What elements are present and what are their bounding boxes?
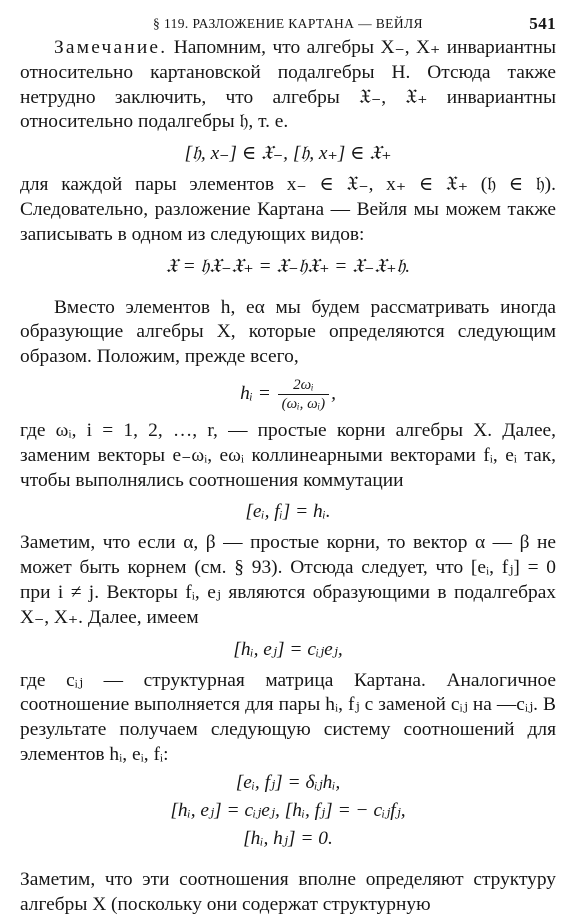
page-number: 541 <box>529 14 556 33</box>
paragraph-roots-note: Заметим, что если α, β — простые корни, то вектор α — β не может быть корнем (см. § 93). Отсюда следует, что [eᵢ, fⱼ] = 0 при i ≠ j. Векторы fᵢ, eⱼ являются образующими в подалгебрах X₋, X₊. Далее, имеем <box>20 532 556 628</box>
paragraph-generators: Вместо элементов h, eα мы будем рассматривать иногда образующие алгебры X, которые определяются следующим образом. Положим, прежде всего, <box>20 296 556 368</box>
remark-paragraph <box>20 36 556 135</box>
formula-h-lhs: hᵢ = <box>240 382 271 404</box>
fraction <box>278 376 329 413</box>
page-header <box>20 12 556 36</box>
formula-h-definition <box>20 376 556 413</box>
formula-decomposition: 𝔛 = 𝔥𝔛₋𝔛₊ = 𝔛₋𝔥𝔛₊ = 𝔛₋𝔛₊𝔥. <box>165 255 411 277</box>
formula-system-line-1: [eᵢ, fⱼ] = δᵢⱼhᵢ, <box>235 771 341 793</box>
paragraph-structure: Заметим, что эти соотношения вполне определяют структуру алгебры X (поскольку они содержат структурную <box>20 868 556 915</box>
remark-text: Напомним, что алгебры X₋, X₊ инвариантны относительно картановской подалгебры H. Отсюда также нетрудно заключить, что алгебры 𝔛₋, 𝔛₊ инвариантны относительно подалгебры 𝔥, т. е. <box>20 37 556 133</box>
paragraph-cartan-weyl-forms: для каждой пары элементов x₋ ∈ 𝔛₋, x₊ ∈ 𝔛₊ (𝔥 ∈ 𝔥). Следовательно, разложение Картана — Вейля мы можем также записывать в одном из следующих видов: <box>20 174 556 245</box>
paragraph-simple-roots: где ωᵢ, i = 1, 2, …, r, — простые корни алгебры X. Далее, заменим векторы e₋ωᵢ, eωᵢ коллинеарными векторами fᵢ, eᵢ так, чтобы выполнялись соотношения коммутации <box>20 419 556 491</box>
fraction-denominator: (ωᵢ, ωᵢ) <box>281 395 326 412</box>
fraction-numerator: 2ωᵢ <box>278 376 329 395</box>
formula-system-line-2: [hᵢ, eⱼ] = cᵢⱼeⱼ, [hᵢ, fⱼ] = − cᵢⱼfⱼ, <box>170 799 406 821</box>
remark-label: Замечание. <box>54 37 168 58</box>
formula-h-comma: , <box>331 382 336 404</box>
paragraph-cartan-matrix: где cᵢⱼ — структурная матрица Картана. Аналогичное соотношение выполняется для пары hᵢ, fⱼ с заменой cᵢⱼ на —cᵢⱼ. В результате получаем следующую систему соотношений для элементов hᵢ, eᵢ, fᵢ: <box>20 669 556 765</box>
formula-system-line-3: [hᵢ, hⱼ] = 0. <box>243 827 333 849</box>
running-head: § 119. РАЗЛОЖЕНИЕ КАРТАНА — ВЕЙЛЯ <box>153 16 423 31</box>
formula-invariance: [𝔥, x₋] ∈ 𝔛₋, [𝔥, x₊] ∈ 𝔛₊ <box>184 143 392 165</box>
formula-commutation: [eᵢ, fᵢ] = hᵢ. <box>245 501 331 523</box>
formula-h-e: [hᵢ, eⱼ] = cᵢⱼeⱼ, <box>233 638 343 660</box>
